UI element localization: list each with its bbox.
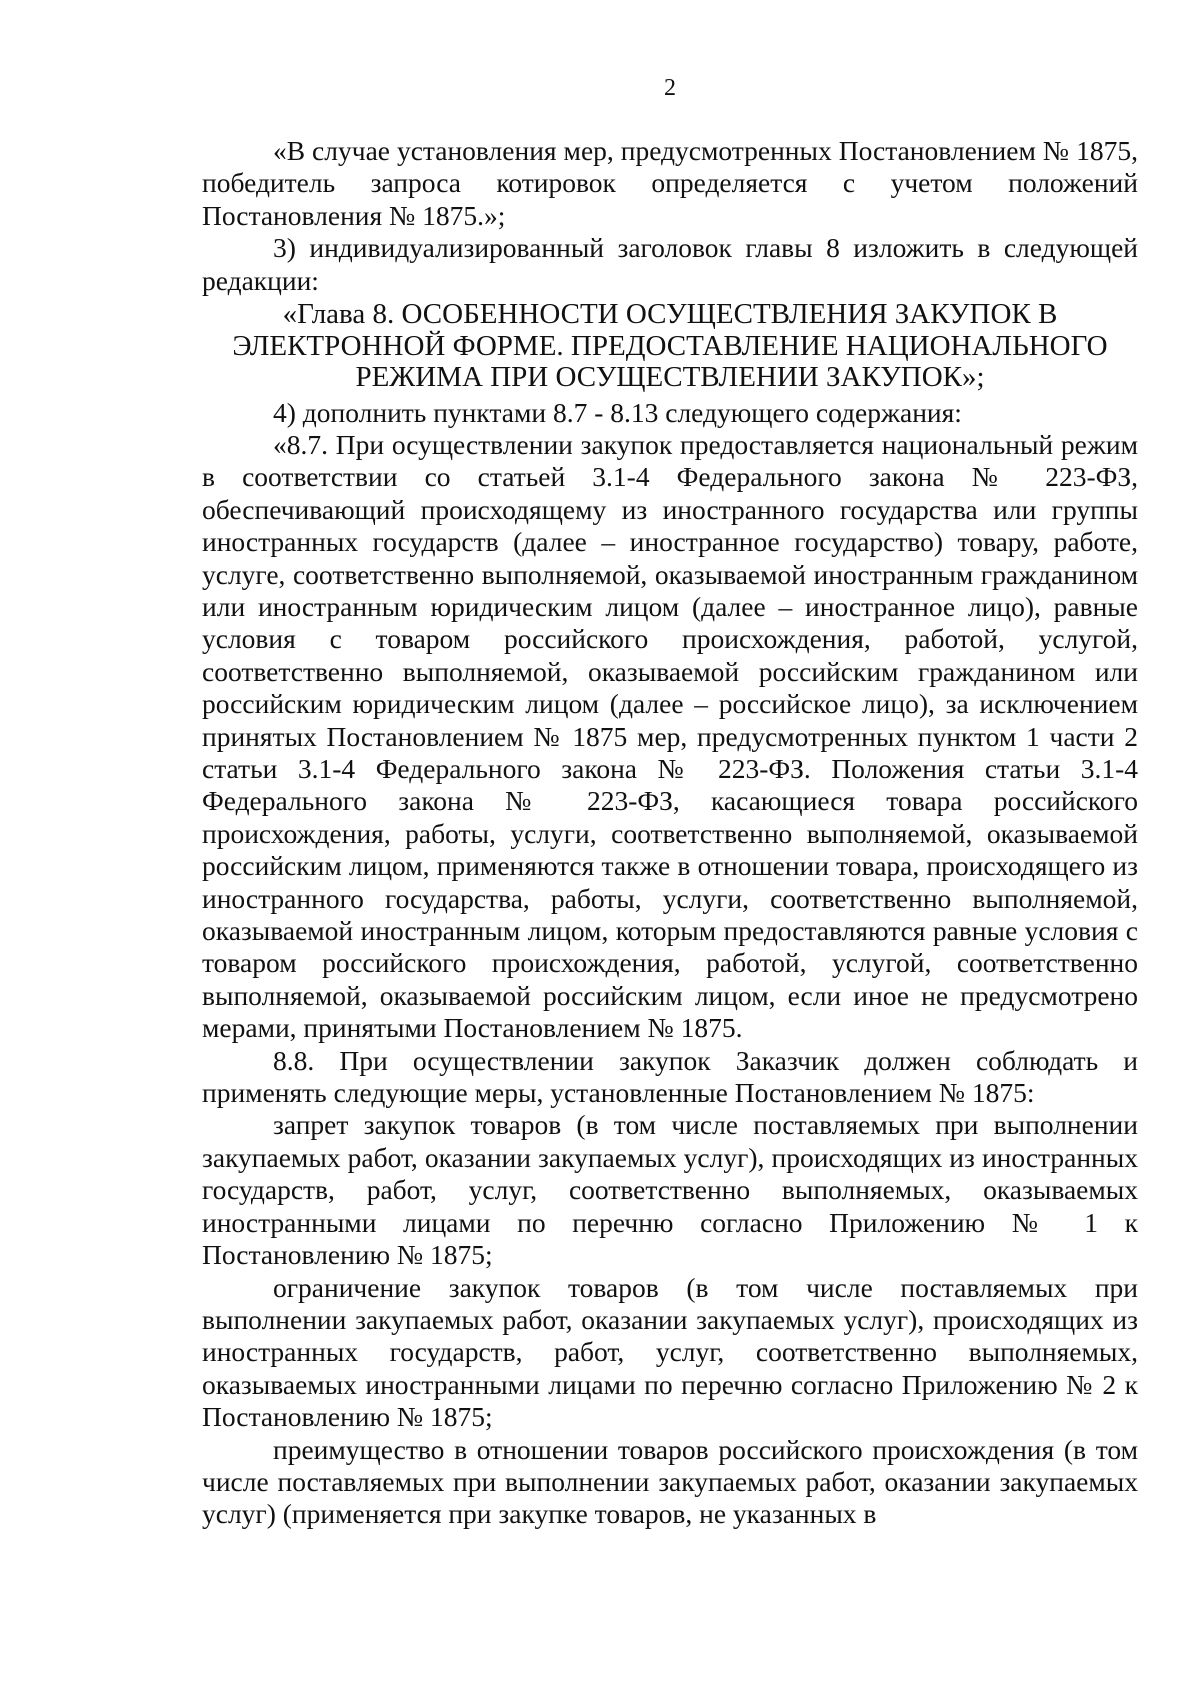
document-body: [202, 135, 1138, 1531]
chapter-heading-line-1: «Глава 8. ОСОБЕННОСТИ ОСУЩЕСТВЛЕНИЯ ЗАКУПОК В: [282, 298, 1058, 331]
paragraph-restriction: ограничение закупок товаров (в том числе поставляемых при выполнении закупаемых работ, оказании закупаемых услуг), происходящих из иностранных государств, работ, услуг, соответственно выполняемых, оказываемых иностранными лицами по перечню согласно Приложению № 2 к Постановлению № 1875;: [202, 1271, 1138, 1433]
paragraph-8-7: «8.7. При осуществлении закупок предоставляется национальный режим в соответствии со статьей 3.1-4 Федерального закона № 223-ФЗ, обеспечивающий происходящему из иностранного государства или группы иностранных государств (далее – иностранное государство) товару, работе, услуге, соответственно выполняемой, оказываемой иностранным гражданином или иностранным юридическим лицом (далее – иностранное лицо), равные условия с товаром российского происхождения, работой, услугой, соответственно выполняемой, оказываемой российским гражданином или российским юридическим лицом (далее – российское лицо), за исключением принятых Постановлением № 1875 мер, предусмотренных пунктом 1 части 2 статьи 3.1-4 Федерального закона № 223-ФЗ. Положения статьи 3.1-4 Федерального закона № 223-ФЗ, касающиеся товара российского происхождения, работы, услуги, соответственно выполняемой, оказываемой российским лицом, применяются также в отношении товара, происходящего из иностранного государства, работы, услуги, соответственно выполняемой, оказываемой иностранным лицом, которым предоставляются равные условия с товаром российского происхождения, работой, услугой, соответственно выполняемой, оказываемой российским лицом, если иное не предусмотрено мерами, принятыми Постановлением № 1875.: [202, 428, 1138, 1044]
paragraph-item-4: 4) дополнить пунктами 8.7 - 8.13 следующего содержания:: [273, 396, 962, 428]
paragraph-prohibition: запрет закупок товаров (в том числе поставляемых при выполнении закупаемых работ, оказании закупаемых услуг), происходящих из иностранных государств, работ, услуг, соответственно выполняемых, оказываемых иностранными лицами по перечню согласно Приложению № 1 к Постановлению № 1875;: [202, 1109, 1138, 1271]
chapter-heading-line-2: ЭЛЕКТРОННОЙ ФОРМЕ. ПРЕДОСТАВЛЕНИЕ НАЦИОНАЛЬНОГО: [232, 329, 1108, 362]
paragraph-item-3: 3) индивидуализированный заголовок главы 8 изложить в следующей редакции:: [202, 232, 1138, 296]
chapter-heading: [202, 297, 1138, 397]
chapter-heading-line-3: РЕЖИМА ПРИ ОСУЩЕСТВЛЕНИИ ЗАКУПОК»;: [355, 361, 985, 394]
paragraph-8-8: 8.8. При осуществлении закупок Заказчик должен соблюдать и применять следующие меры, установленные Постановлением № 1875:: [202, 1044, 1138, 1109]
paragraph-advantage: преимущество в отношении товаров российского происхождения (в том числе поставляемых при выполнении закупаемых работ, оказании закупаемых услуг) (применяется при закупке товаров, не указанных в: [202, 1433, 1138, 1530]
paragraph-quote-1875: «В случае установления мер, предусмотренных Постановлением № 1875, победитель запроса котировок определяется с учетом положений Постановления № 1875.»;: [202, 135, 1138, 231]
page-number: 2: [664, 75, 676, 101]
